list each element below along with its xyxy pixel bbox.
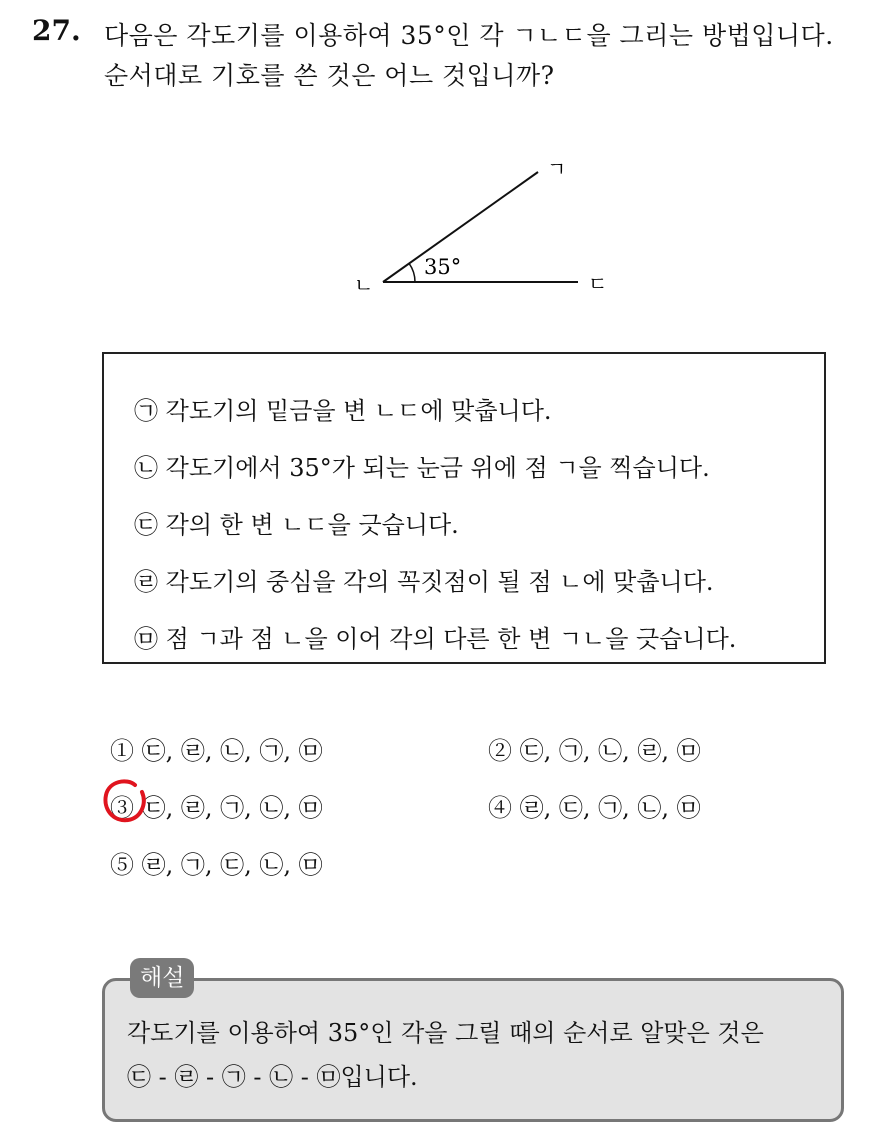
step-text: 각의 한 변 ㄴㄷ을 긋습니다. bbox=[165, 511, 459, 539]
explanation-line-2: ㉢ - ㉣ - ㉠ - ㉡ - ㉤입니다. bbox=[127, 1063, 418, 1091]
angle-figure bbox=[340, 150, 620, 300]
choice-text: ㉢, ㉠, ㉡, ㉣, ㉤ bbox=[519, 737, 701, 765]
step-digeut bbox=[134, 505, 459, 540]
choice-text: ㉢, ㉣, ㉡, ㉠, ㉤ bbox=[141, 737, 323, 765]
choice-1[interactable] bbox=[110, 731, 323, 766]
step-mieum bbox=[134, 619, 736, 654]
step-giyeok bbox=[134, 391, 552, 426]
point-label-giyeok: ㄱ bbox=[547, 157, 567, 181]
step-marker: ㉢ bbox=[134, 511, 158, 539]
step-nieun bbox=[134, 448, 710, 483]
choice-number: ② bbox=[488, 737, 512, 765]
point-label-digeut: ㄷ bbox=[588, 272, 608, 296]
angle-arc bbox=[409, 264, 415, 282]
step-marker: ㉡ bbox=[134, 454, 158, 482]
step-marker: ㉣ bbox=[134, 568, 158, 596]
step-text: 각도기의 밑금을 변 ㄴㄷ에 맞춥니다. bbox=[165, 397, 552, 425]
answer-circle-mark bbox=[101, 777, 151, 827]
explanation-line-1: 각도기를 이용하여 35°인 각을 그릴 때의 순서로 알맞은 것은 bbox=[127, 1019, 764, 1047]
step-marker: ㉠ bbox=[134, 397, 158, 425]
step-text: 점 ㄱ과 점 ㄴ을 이어 각의 다른 한 변 ㄱㄴ을 긋습니다. bbox=[165, 625, 737, 653]
choice-number: ③ bbox=[110, 794, 134, 822]
step-text: 각도기에서 35°가 되는 눈금 위에 점 ㄱ을 찍습니다. bbox=[165, 454, 710, 482]
choice-number: ① bbox=[110, 737, 134, 765]
choice-5[interactable] bbox=[110, 845, 323, 880]
choice-4[interactable] bbox=[488, 788, 701, 823]
explanation-box bbox=[102, 978, 844, 1122]
step-rieul bbox=[134, 562, 714, 597]
choice-number: ⑤ bbox=[110, 851, 134, 879]
step-text: 각도기의 중심을 각의 꼭짓점이 될 점 ㄴ에 맞춥니다. bbox=[165, 568, 714, 596]
choice-text: ㉣, ㉠, ㉢, ㉡, ㉤ bbox=[141, 851, 323, 879]
explanation-tab: 해설 bbox=[130, 958, 194, 998]
steps-box bbox=[102, 352, 826, 664]
question-text-line-2: 순서대로 기호를 쓴 것은 어느 것입니까? bbox=[104, 61, 555, 90]
choice-2[interactable] bbox=[488, 731, 701, 766]
question-text-line-1: 다음은 각도기를 이용하여 35°인 각 ㄱㄴㄷ을 그리는 방법입니다. bbox=[104, 21, 834, 50]
angle-label: 35° bbox=[424, 255, 462, 279]
question-number: 27. bbox=[32, 14, 81, 47]
choice-number: ④ bbox=[488, 794, 512, 822]
choice-text: ㉣, ㉢, ㉠, ㉡, ㉤ bbox=[519, 794, 701, 822]
red-circle-stroke bbox=[105, 781, 143, 820]
step-marker: ㉤ bbox=[134, 625, 158, 653]
choice-text: ㉢, ㉣, ㉠, ㉡, ㉤ bbox=[141, 794, 323, 822]
point-label-nieun: ㄴ bbox=[354, 273, 374, 297]
